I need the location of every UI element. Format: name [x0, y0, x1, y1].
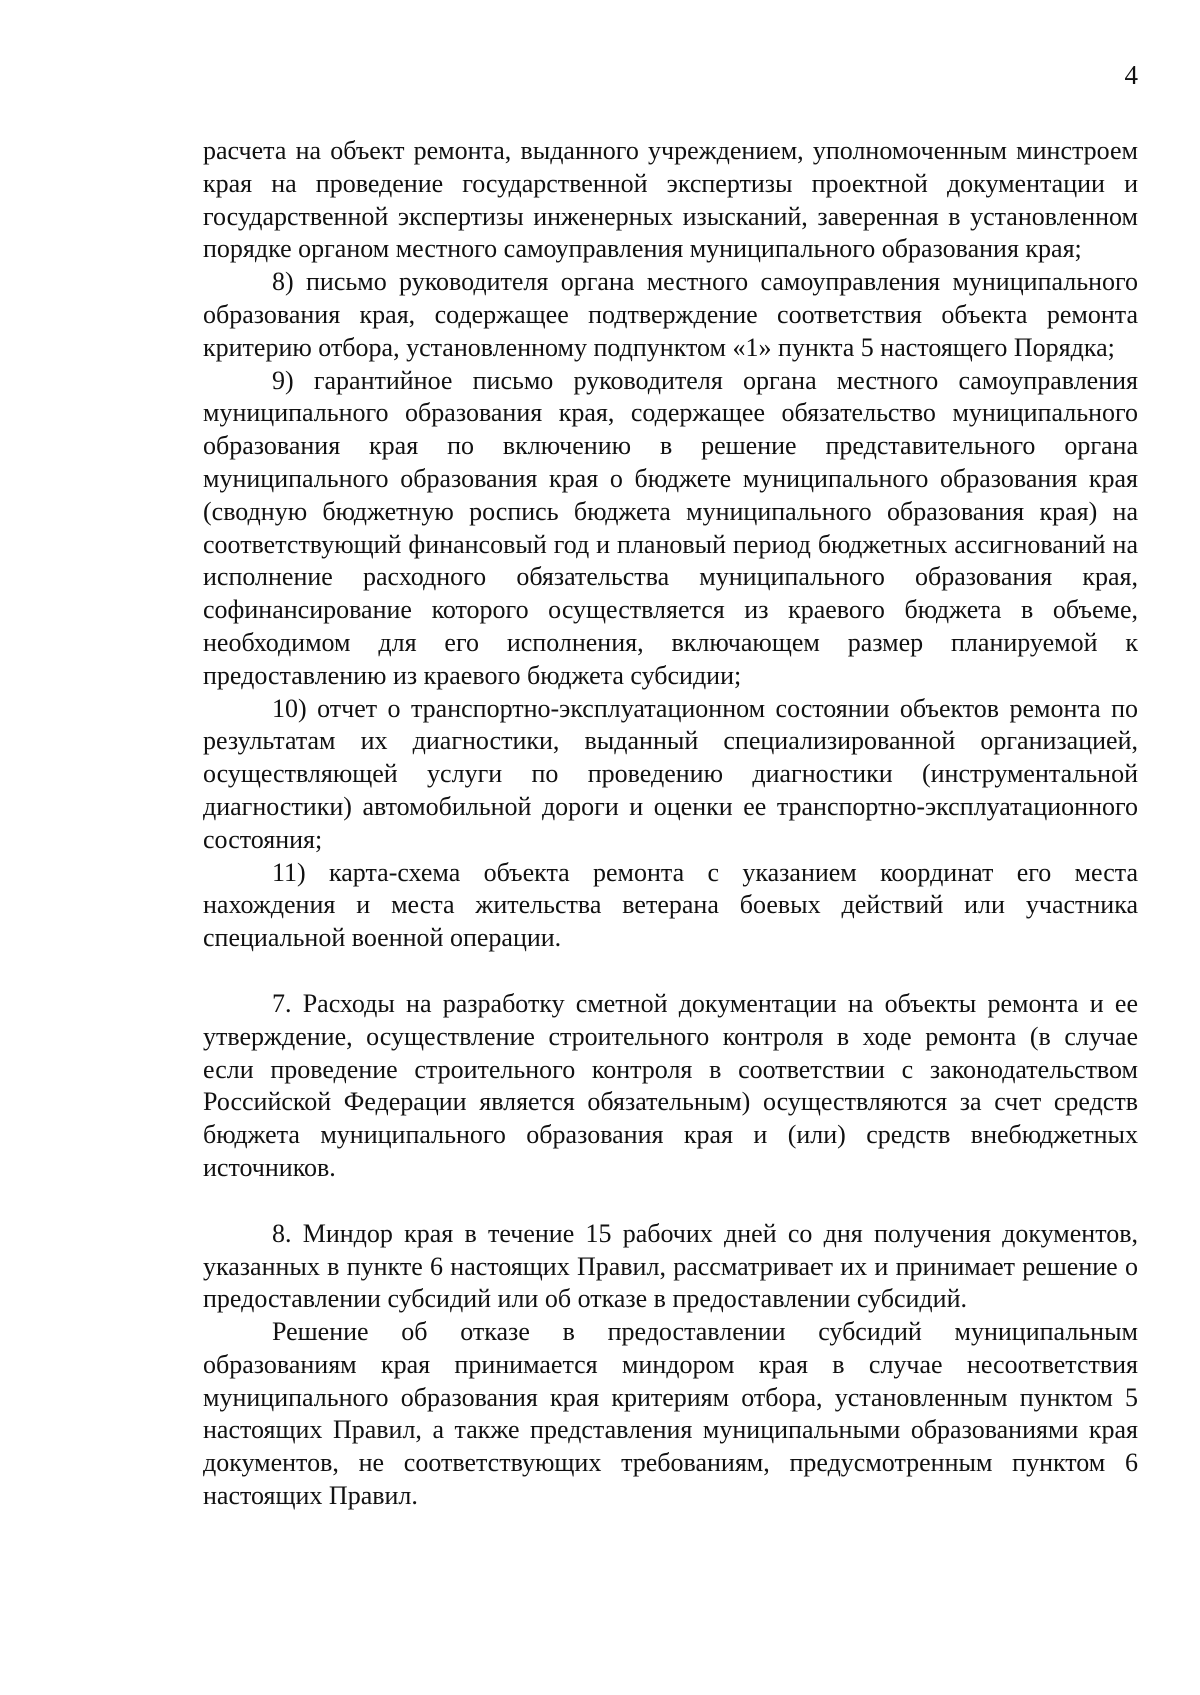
document-body: [203, 135, 1138, 1513]
section-8-refusal-paragraph: Решение об отказе в предоставлении субсидий муниципальным образованиям края принимается миндором края в случае несоответствия муниципального образования края критериям отбора, установленным пунктом 5 настоящих Правил, а также представления муниципальными образованиями края документов, не соответствующих требованиям, предусмотренным пунктом 6 настоящих Правил.: [203, 1317, 1138, 1511]
paragraph-item-8: 8) письмо руководителя органа местного самоуправления муниципального образования края, содержащее подтверждение соответствия объекта ремонта критерию отбора, установленному подпунктом «1» пункта 5 настоящего Порядка;: [203, 267, 1138, 362]
paragraph-item-9: 9) гарантийное письмо руководителя органа местного самоуправления муниципального образования края, содержащее обязательство муниципального образования края по включению в решение представительного органа муниципального образования края о бюджете муниципального образования края (сводную бюджетную роспись бюджета муниципального образования края) на соответствующий финансовый год и плановый период бюджетных ассигнований на исполнение расходного обязательства муниципального образования края, софинансирование которого осуществляется из краевого бюджета в объеме, необходимом для его исполнения, включающем размер планируемой к предоставлению из краевого бюджета субсидии;: [203, 365, 1138, 690]
paragraph-item-10: 10) отчет о транспортно-эксплуатационном состоянии объектов ремонта по результатам их диагностики, выданный специализированной организацией, осуществляющей услуги по проведению диагностики (инструментальной диагностики) автомобильной дороги и оценки ее транспортно-эксплуатационного состояния;: [203, 693, 1138, 854]
paragraph-item-11: 11) карта-схема объекта ремонта с указанием координат его места нахождения и места жительства ветерана боевых действий или участника специальной военной операции.: [203, 857, 1138, 953]
section-8-paragraph: 8. Миндор края в течение 15 рабочих дней со дня получения документов, указанных в пункте 6 настоящих Правил, рассматривает их и принимает решение о предоставлении субсидий или об отказе в предоставлении субсидий.: [203, 1218, 1138, 1314]
paragraph-7-continuation: расчета на объект ремонта, выданного учреждением, уполномоченным минстроем края на проведение государственной экспертизы проектной документации и государственной экспертизы инженерных изысканий, заверенная в установленном порядке органом местного самоуправления муниципального образования края;: [203, 136, 1138, 264]
section-7-paragraph: 7. Расходы на разработку сметной документации на объекты ремонта и ее утверждение, осуществление строительного контроля в ходе ремонта (в случае если проведение строительного контроля в соответствии с законодательством Российской Федерации является обязательным) осуществляются за счет средств бюджета муниципального образования края и (или) средств внебюджетных источников.: [203, 988, 1138, 1182]
page-number: 4: [1124, 60, 1138, 90]
